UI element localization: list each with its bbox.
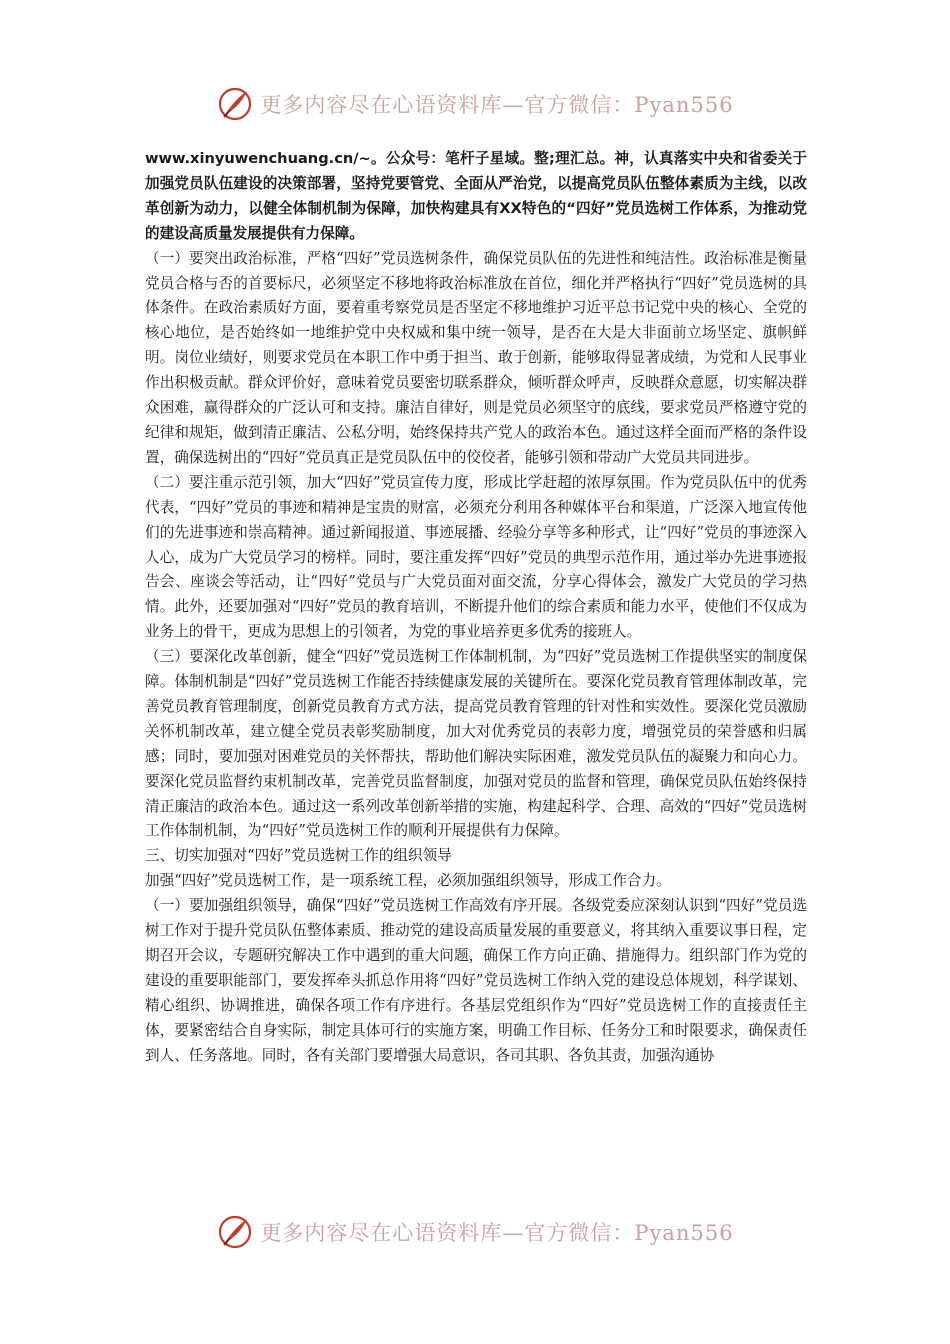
- footer-banner: [0, 1206, 950, 1258]
- paragraph-political-standard: （一）要突出政治标准，严格“四好”党员选树条件，确保党员队伍的先进性和纯洁性。政治标准是衡量党员合格与否的首要标尺，必须坚定不移地将政治标准放在首位，细化并严格执行“四好”党员选树的具体条件。在政治素质好方面，要着重考察党员是否坚定不移地维护习近平总书记党中央的核心、全党的核心地位，是否始终如一地维护党中央权威和集中统一领导，是否在大是大非面前立场坚定、旗帜鲜明。岗位业绩好，则要求党员在本职工作中勇于担当、敢于创新，能够取得显著成绩，为党和人民事业作出积极贡献。群众评价好，意味着党员要密切联系群众，倾听群众呼声，反映群众意愿，切实解决群众困难，赢得群众的广泛认可和支持。廉洁自律好，则是党员必须坚守的底线，要求党员严格遵守党的纪律和规矩，做到清正廉洁、公私分明，始终保持共产党人的政治本色。通过这样全面而严格的条件设置，确保选树出的“四好”党员真正是党员队伍中的佼佼者，能够引领和带动广大党员共同进步。: [145, 249, 807, 466]
- banner-text: 更多内容尽在心语资料库—官方微信：Pyan556: [260, 93, 734, 117]
- banner-text: 更多内容尽在心语资料库—官方微信：Pyan556: [260, 1221, 734, 1245]
- paragraph-organization: （一）要加强组织领导，确保“四好”党员选树工作高效有序开展。各级党委应深刻认识到“四好”党员选树工作对于提升党员队伍整体素质、推动党的建设高质量发展的重要意义，将其纳入重要议事日程，定期召开会议，专题研究解决工作中遇到的重大问题，确保工作方向正确、措施得力。组织部门作为党的建设的重要职能部门，要发挥牵头抓总作用将“四好”党员选树工作纳入党的建设总体规划，科学谋划、精心组织、协调推进，确保各项工作有序进行。各基层党组织作为“四好”党员选树工作的直接责任主体，要紧密结合自身实际，制定具体可行的实施方案，明确工作目标、任务分工和时限要求，确保责任到人、任务落地。同时，各有关部门要增强大局意识，各司其职、各负其责，加强沟通协: [145, 897, 807, 1064]
- quill-pen-logo-icon: [216, 1213, 254, 1251]
- paragraph-section-intro: 加强“四好”党员选树工作，是一项系统工程，必须加强组织领导，形成工作合力。: [145, 872, 671, 890]
- header-banner: [0, 78, 950, 130]
- intro-paragraph: www.xinyuwenchuang.cn/~。公众号：笔杆子星域。整;理汇总。神，认真落实中央和省委关于加强党员队伍建设的决策部署，坚持党要管党、全面从严治党，以提高党员队伍整体素质为主线，以改革创新为动力，以健全体制机制为保障，加快构建具有XX特色的“四好”党员选树工作体系，为推动党的建设高质量发展提供有力保障。: [145, 150, 807, 242]
- paragraph-reform: （三）要深化改革创新，健全“四好”党员选树工作体制机制，为“四好”党员选树工作提供坚实的制度保障。体制机制是“四好”党员选树工作能否持续健康发展的关键所在。要深化党员教育管理体制改革，完善党员教育管理制度，创新党员教育方式方法，提高党员教育管理的针对性和实效性。要深化党员激励关怀机制改革，建立健全党员表彰奖励制度，加大对优秀党员的表彰力度，增强党员的荣誉感和归属感；同时，要加强对困难党员的关怀帮扶，帮助他们解决实际困难，激发党员队伍的凝聚力和向心力。要深化党员监督约束机制改革，完善党员监督制度，加强对党员的监督和管理，确保党员队伍始终保持清正廉洁的政治本色。通过这一系列改革创新举措的实施，构建起科学、合理、高效的“四好”党员选树工作体制机制，为“四好”党员选树工作的顺利开展提供有力保障。: [145, 648, 807, 840]
- section-heading-three: 三、切实加强对“四好”党员选树工作的组织领导: [145, 847, 452, 865]
- paragraph-demonstration: （二）要注重示范引领，加大“四好”党员宣传力度，形成比学赶超的浓厚氛围。作为党员队伍中的优秀代表，“四好”党员的事迹和精神是宝贵的财富，必须充分利用各种媒体平台和渠道，广泛深入地宣传他们的先进事迹和崇高精神。通过新闻报道、事迹展播、经验分享等多种形式，让“四好”党员的事迹深入人心，成为广大党员学习的榜样。同时，要注重发挥“四好”党员的典型示范作用，通过举办先进事迹报告会、座谈会等活动，让“四好”党员与广大党员面对面交流，分享心得体会，激发广大党员的学习热情。此外，还要加强对“四好”党员的教育培训，不断提升他们的综合素质和能力水平，使他们不仅成为业务上的骨干，更成为思想上的引领者，为党的事业培养更多优秀的接班人。: [145, 473, 807, 641]
- document-body: [145, 147, 807, 1069]
- quill-pen-logo-icon: [216, 85, 254, 123]
